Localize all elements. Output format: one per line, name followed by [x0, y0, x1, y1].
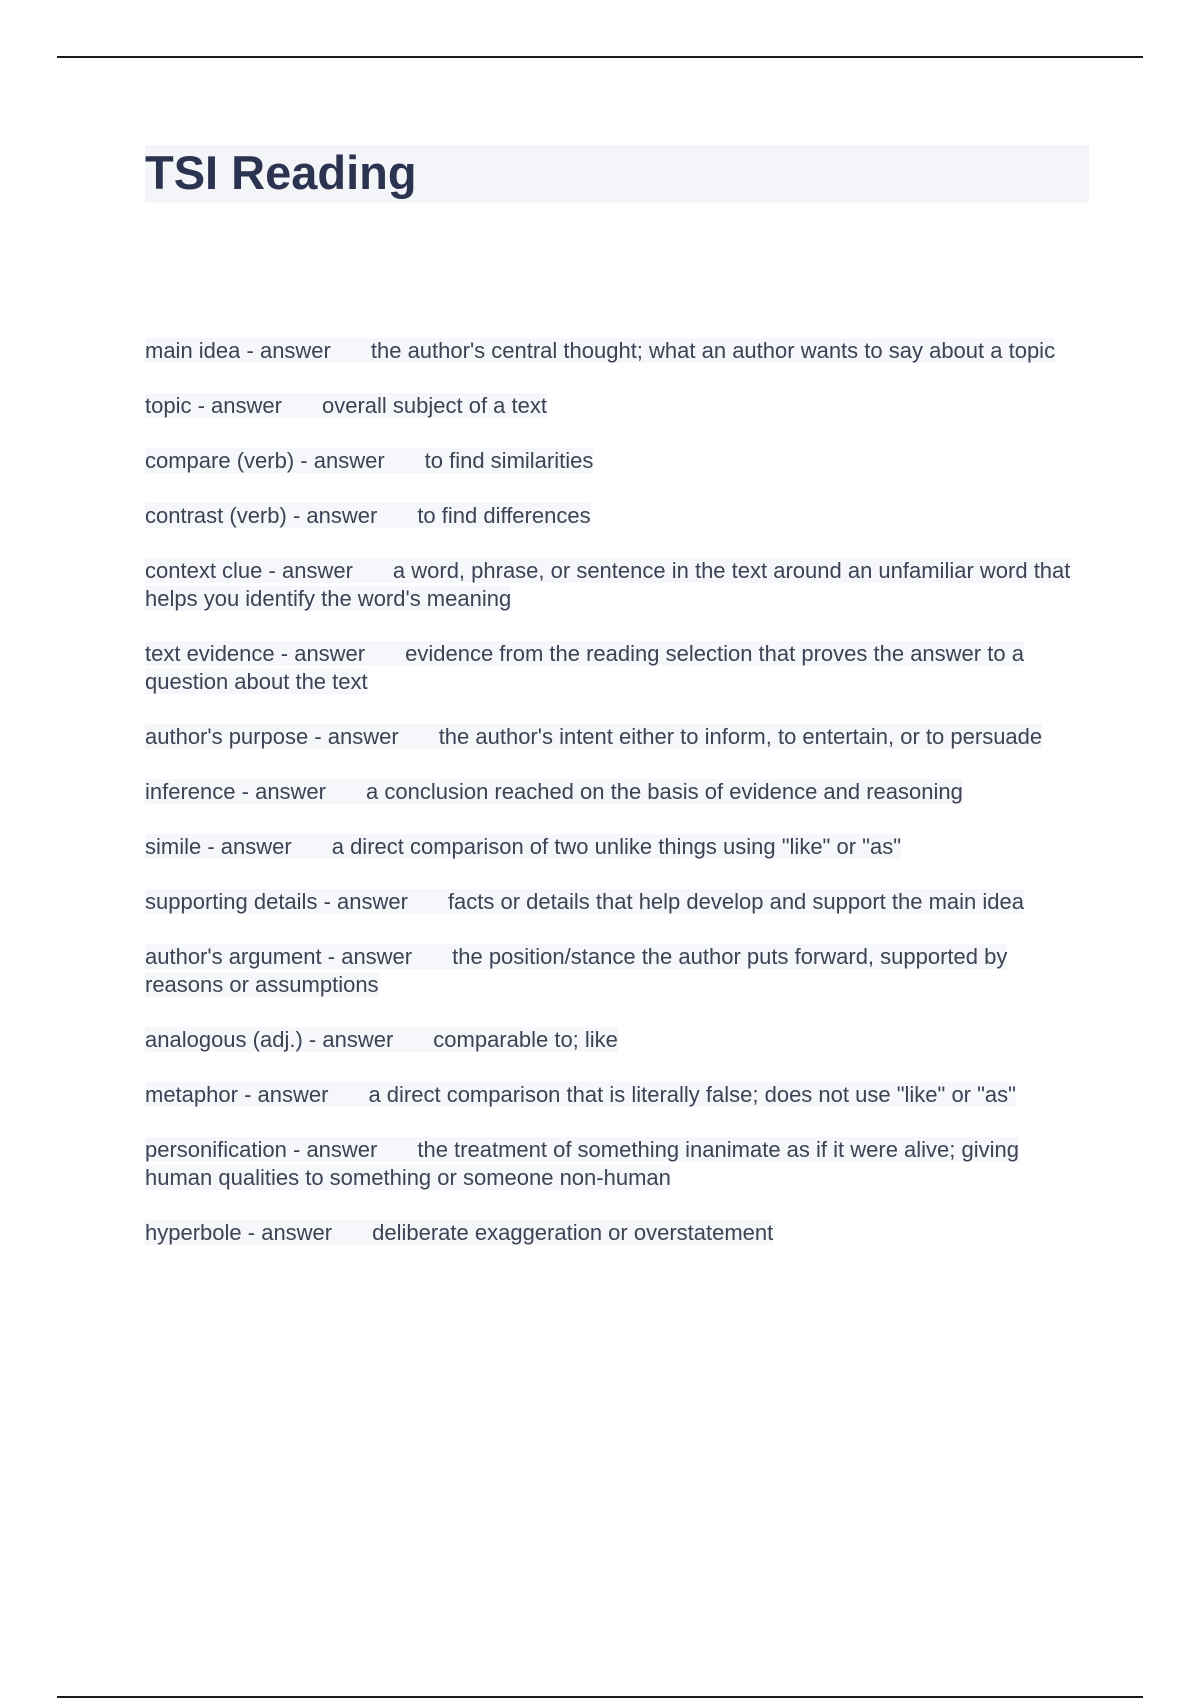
- answer-label: answer: [261, 1220, 333, 1245]
- separator: -: [321, 944, 342, 969]
- separator: -: [262, 558, 282, 583]
- separator: -: [240, 338, 260, 363]
- flashcard-list: [145, 337, 1089, 1274]
- definition: a conclusion reached on the basis of evidence and reasoning: [366, 779, 963, 804]
- separator: -: [235, 779, 256, 804]
- answer-label: answer: [281, 558, 353, 583]
- separator: -: [286, 1137, 307, 1162]
- list-item: [145, 833, 1089, 861]
- list-item: [145, 1026, 1089, 1054]
- separator: -: [237, 1082, 258, 1107]
- list-item: [145, 337, 1089, 365]
- answer-label: answer: [211, 393, 282, 418]
- definition: to find similarities: [424, 448, 594, 473]
- list-item: [145, 392, 1089, 420]
- answer-label: answer: [337, 889, 408, 914]
- term: supporting details: [145, 889, 318, 914]
- list-item: [145, 1136, 1089, 1192]
- separator: -: [308, 724, 328, 749]
- separator: -: [274, 641, 295, 666]
- definition: comparable to; like: [433, 1027, 618, 1052]
- answer-label: answer: [255, 779, 326, 804]
- answer-label: answer: [341, 944, 413, 969]
- term: personification: [145, 1137, 287, 1162]
- separator: -: [294, 448, 314, 473]
- top-rule: [57, 56, 1143, 58]
- answer-label: answer: [327, 724, 399, 749]
- definition: a word, phrase, or sentence in the text around an unfamiliar word that helps you identify the word's meaning: [145, 558, 1071, 611]
- term: main idea: [145, 338, 241, 363]
- term: topic: [145, 393, 192, 418]
- term: compare (verb): [145, 448, 295, 473]
- list-item: [145, 557, 1089, 613]
- page-title: TSI Reading: [145, 146, 417, 199]
- separator: -: [317, 889, 338, 914]
- term: hyperbole: [145, 1220, 242, 1245]
- term: simile: [145, 834, 202, 859]
- list-item: [145, 1081, 1089, 1109]
- list-item: [145, 1219, 1089, 1247]
- list-item: [145, 723, 1089, 751]
- term: inference: [145, 779, 236, 804]
- term: analogous (adj.): [145, 1027, 303, 1052]
- separator: -: [201, 834, 221, 859]
- definition: a direct comparison of two unlike things using "like" or "as": [331, 834, 902, 859]
- definition: the author's intent either to inform, to entertain, or to persuade: [438, 724, 1043, 749]
- term: context clue: [145, 558, 263, 583]
- definition: deliberate exaggeration or overstatement: [372, 1220, 774, 1245]
- separator: -: [302, 1027, 323, 1052]
- list-item: [145, 640, 1089, 696]
- definition: the treatment of something inanimate as if it were alive; giving human qualities to something or someone non-human: [145, 1137, 1019, 1190]
- term: contrast (verb): [145, 503, 287, 528]
- definition: evidence from the reading selection that proves the answer to a question about the text: [145, 641, 1024, 694]
- bottom-rule: [57, 1696, 1143, 1698]
- list-item: [145, 447, 1089, 475]
- list-item: [145, 943, 1089, 999]
- list-item: [145, 778, 1089, 806]
- definition: to find differences: [417, 503, 591, 528]
- separator: -: [191, 393, 212, 418]
- answer-label: answer: [313, 448, 385, 473]
- answer-label: answer: [294, 641, 366, 666]
- term: author's purpose: [145, 724, 309, 749]
- answer-label: answer: [306, 503, 378, 528]
- definition: overall subject of a text: [321, 393, 547, 418]
- definition: the position/stance the author puts forward, supported by reasons or assumptions: [145, 944, 1008, 997]
- answer-label: answer: [322, 1027, 394, 1052]
- definition: facts or details that help develop and support the main idea: [447, 889, 1024, 914]
- answer-label: answer: [259, 338, 331, 363]
- list-item: [145, 502, 1089, 530]
- list-item: [145, 888, 1089, 916]
- definition: the author's central thought; what an author wants to say about a topic: [370, 338, 1056, 363]
- term: metaphor: [145, 1082, 238, 1107]
- definition: a direct comparison that is literally false; does not use "like" or "as": [368, 1082, 1016, 1107]
- term: text evidence: [145, 641, 275, 666]
- separator: -: [286, 503, 307, 528]
- answer-label: answer: [220, 834, 292, 859]
- answer-label: answer: [257, 1082, 329, 1107]
- answer-label: answer: [306, 1137, 378, 1162]
- term: author's argument: [145, 944, 322, 969]
- separator: -: [241, 1220, 262, 1245]
